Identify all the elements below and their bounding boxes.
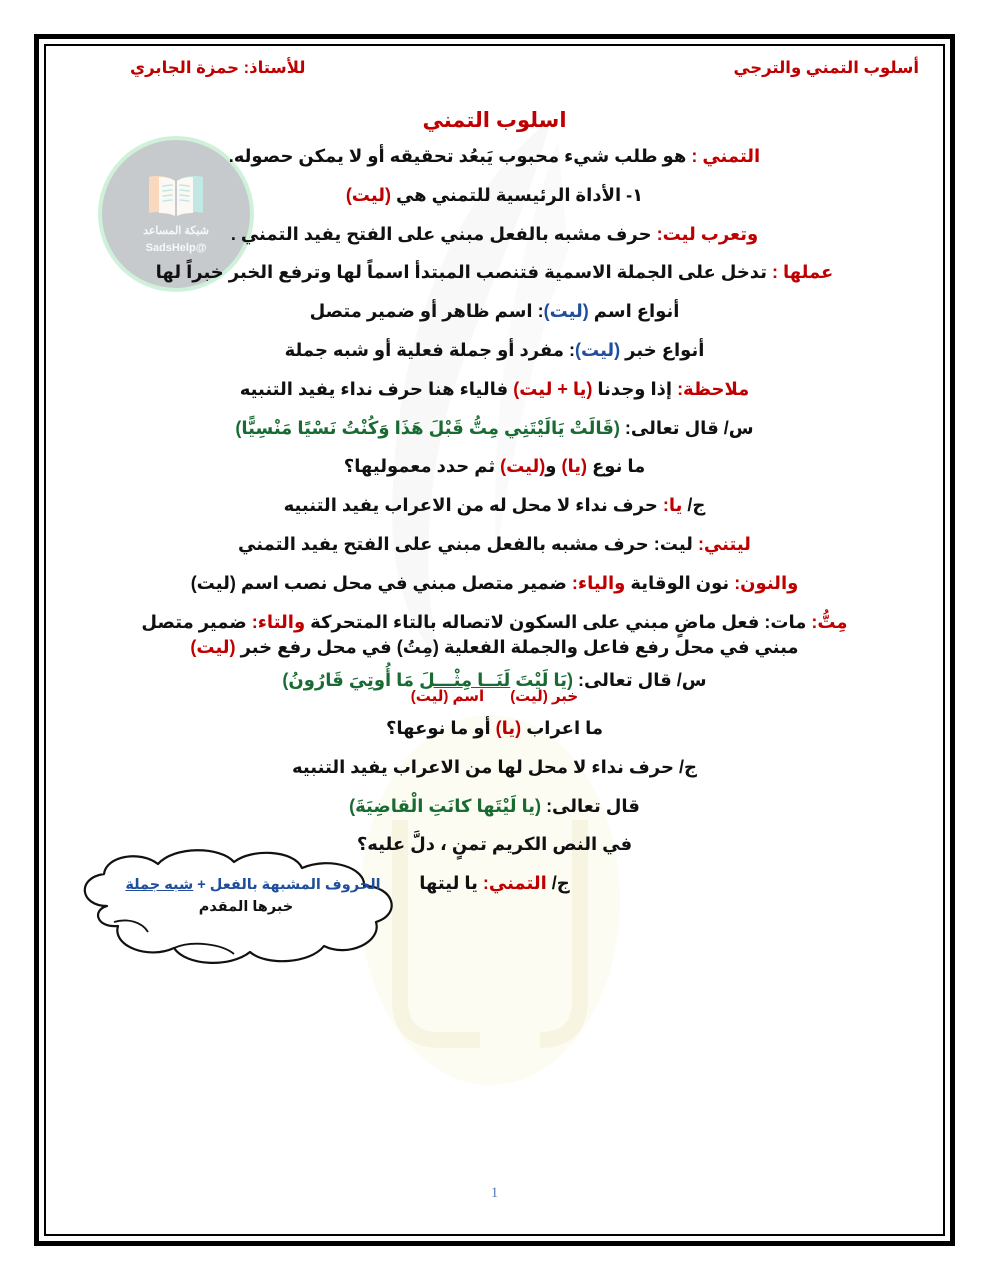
verse-2-annotation-labels [56,687,933,705]
page-header [70,58,919,78]
logo-name-ar: شبكة المساعد [143,225,209,238]
line-question-2-answer: ج/ حرف نداء لا محل لها من الاعراب يفيد التنبيه [292,756,697,777]
line-question-1: س/ قال تعالى: (قَالَتْ يَالَيْتَنِي مِتُّ قَبْلَ هَذَا وَكُنْتُ نَسْيًا مَنْسِيًّا) [235,417,754,438]
line-question-2-prompt: ما اعراب (يا) أو ما نوعها؟ [385,717,604,738]
quran-verse-1: (قَالَتْ يَالَيْتَنِي مِتُّ قَبْلَ هَذَا وَكُنْتُ نَسْيًا مَنْسِيًّا) [235,417,620,438]
callout-line-1: الحروف المشبهة بالفعل + شبه جملة [125,877,381,893]
header-teacher-label: للأستاذ: حمزة الجابري [130,59,306,77]
line-question-2: س/ قال تعالى: (يَا لَيْتَ لَنَــا مِثْـــلَ مَا أُوتِيَ قَارُونُ) [282,670,707,691]
line-question-3-answer: ج/ التمني: يا ليتها [419,873,570,894]
label-khabar-layt: خبر (ليت) [510,687,579,705]
verse-2-underlined: لَنَــا مِثْـــلَ [419,670,511,691]
line-answer-mittu: مِتُّ: مات: فعل ماضٍ مبني على السكون لاتصاله بالتاء المتحركة والتاء: ضمير متصل [141,611,848,632]
callout-line-2: خبرها المقدم [198,899,294,916]
line-rule-1: ١- الأداة الرئيسية للتمني هي (ليت) [345,184,644,205]
cloud-callout-text [62,874,444,919]
line-answer-mittu-continued: مبني في محل رفع فاعل والجملة الفعلية (مِتُ) في محل رفع خبر (ليت) [190,637,799,658]
label-ism-layt: اسم (ليت) [410,687,485,705]
quran-verse-2: (يَا لَيْتَ لَنَــا مِثْـــلَ مَا أُوتِيَ قَارُونُ) [282,670,573,691]
line-parsing-layt: وتعرب ليت: حرف مشبه بالفعل مبني على الفتح يفيد التمني . [230,223,759,244]
line-answer-laytani: ليتني: ليت: حرف مشبه بالفعل مبني على الفتح يفيد التمني [238,533,751,554]
logo-handle: @SadsHelp [145,242,207,254]
header-subject-label: أسلوب التمني والترجي [733,59,919,77]
line-function: عملها : تدخل على الجملة الاسمية فتنصب المبتدأ اسماً لها وترفع الخبر خبراً لها [155,262,834,283]
line-question-3-prompt: في النص الكريم تمنٍ ، دلَّ عليه؟ [356,834,633,855]
cloud-callout [62,848,462,970]
line-question-1-prompt: ما نوع (يا) و(ليت) ثم حدد معموليها؟ [343,456,646,477]
page-title: اسلوب التمني [422,109,567,132]
quran-verse-3: (يا لَيْتَها كانَتِ الْقاضِيَةَ) [349,795,542,816]
page-number: 1 [490,1185,499,1201]
document-body [56,108,933,913]
line-khabar-types: أنواع خبر (ليت): مفرد أو جملة فعلية أو شبه جملة [284,339,705,360]
line-ism-types: أنواع اسم (ليت): اسم ظاهر أو ضمير متصل [309,301,680,322]
line-answer-nun-ya: والنون: نون الوقاية والياء: ضمير متصل مبني في محل نصب اسم (ليت) [190,572,799,593]
line-question-3: قال تعالى: (يا لَيْتَها كانَتِ الْقاضِيَةَ) [349,795,640,816]
line-answer-ya: ج/ يا: حرف نداء لا محل له من الاعراب يفيد التنبيه [283,495,706,516]
line-definition: التمني : هو طلب شيء محبوب يَبعُد تحقيقه أو لا يمكن حصوله. [228,146,761,166]
line-note: ملاحظة: إذا وجدنا (يا + ليت) فالياء هنا حرف نداء يفيد التنبيه [239,378,750,399]
